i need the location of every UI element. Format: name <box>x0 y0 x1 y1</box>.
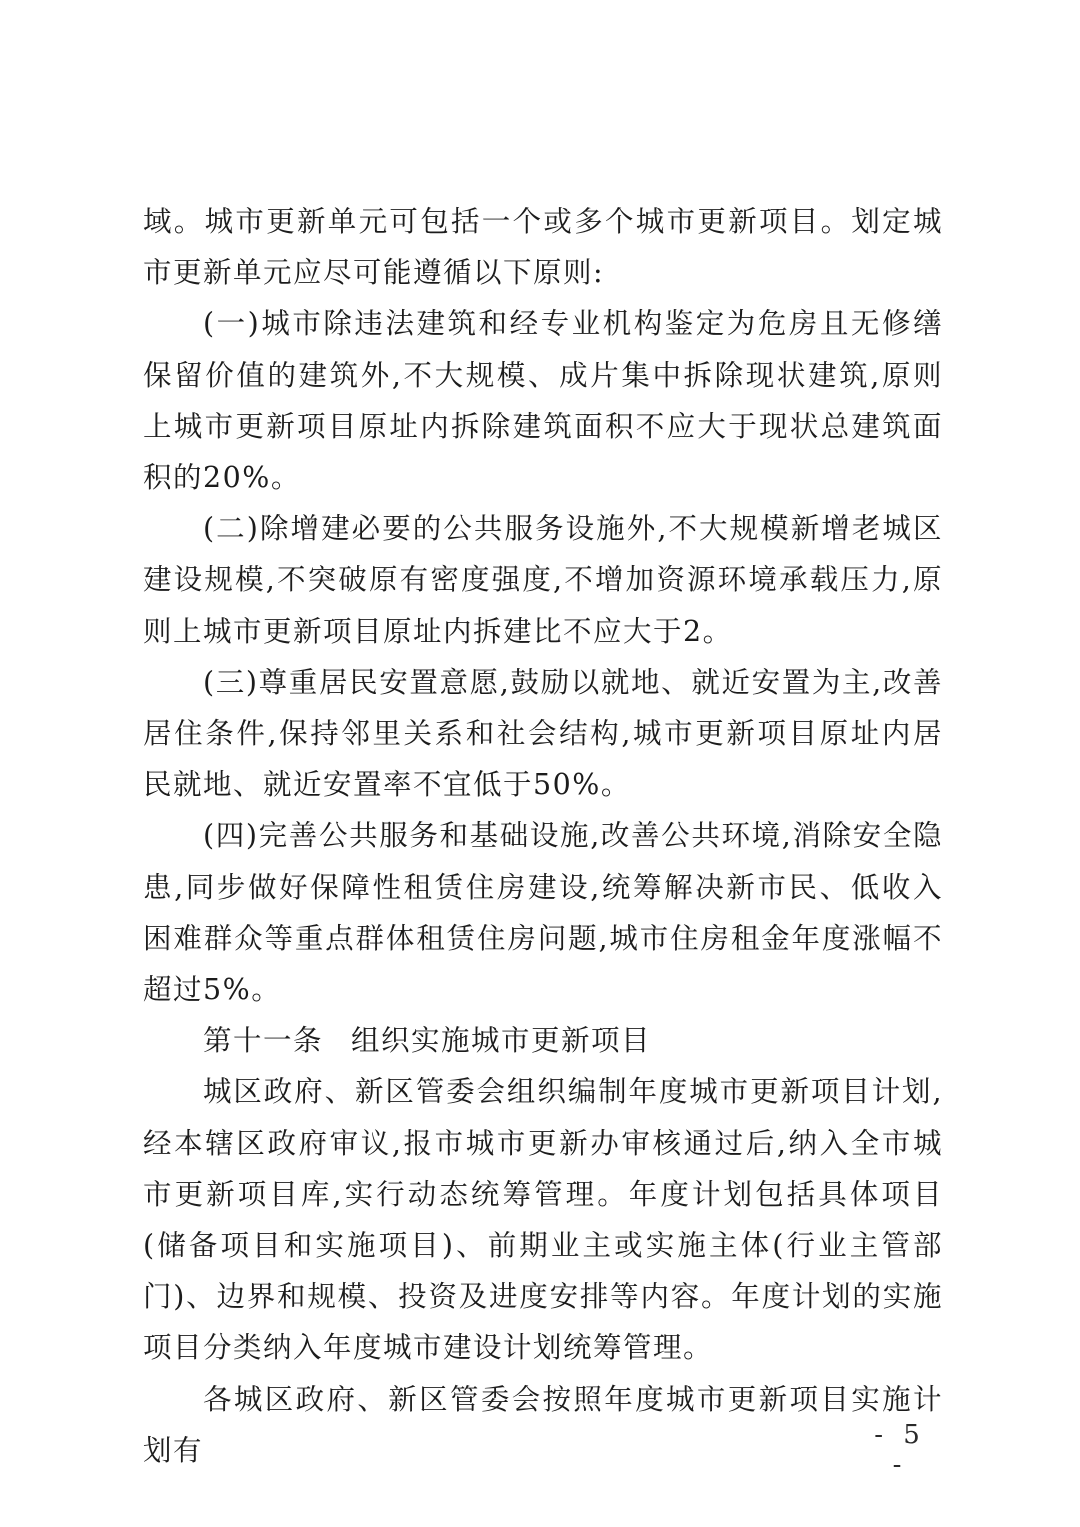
paragraph-principle-3: (三)尊重居民安置意愿,鼓励以就地、就近安置为主,改善居住条件,保持邻里关系和社会结构,城市更新项目原址内居民就地、就近安置率不宜低于50%。 <box>143 665 943 802</box>
paragraph-principle-2: (二)除增建必要的公共服务设施外,不大规模新增老城区建设规模,不突破原有密度强度,不增加资源环境承载压力,原则上城市更新项目原址内拆建比不应大于2。 <box>143 512 943 648</box>
body-text <box>143 196 943 1476</box>
paragraph-continuation: 域。城市更新单元可包括一个或多个城市更新项目。划定城市更新单元应尽可能遵循以下原则: <box>143 205 943 290</box>
paragraph-implementation: 各城区政府、新区管委会按照年度城市更新项目实施计划有 <box>143 1382 943 1467</box>
article-heading <box>143 1015 943 1066</box>
paragraph-principle-1: (一)城市除违法建筑和经专业机构鉴定为危房且无修缮保留价值的建筑外,不大规模、成片集中拆除现状建筑,原则上城市更新项目原址内拆除建筑面积不应大于现状总建筑面积的20%。 <box>143 307 943 495</box>
page-number: - 5 - <box>874 1420 926 1480</box>
paragraph-principle-4: (四)完善公共服务和基础设施,改善公共环境,消除安全隐患,同步做好保障性租赁住房建设,统筹解决新市民、低收入困难群众等重点群体租赁住房问题,城市住房租金年度涨幅不超过5%。 <box>143 819 943 1007</box>
article-number: 第十一条 <box>203 1024 324 1058</box>
article-title: 组织实施城市更新项目 <box>351 1024 652 1058</box>
paragraph-annual-plan: 城区政府、新区管委会组织编制年度城市更新项目计划,经本辖区政府审议,报市城市更新办审核通过后,纳入全市城市更新项目库,实行动态统筹管理。年度计划包括具体项目(储备项目和实施项目)、前期业主或实施主体(行业主管部门)、边界和规模、投资及进度安排等内容。年度计划的实施项目分类纳入年度城市建设计划统筹管理。 <box>143 1075 943 1365</box>
